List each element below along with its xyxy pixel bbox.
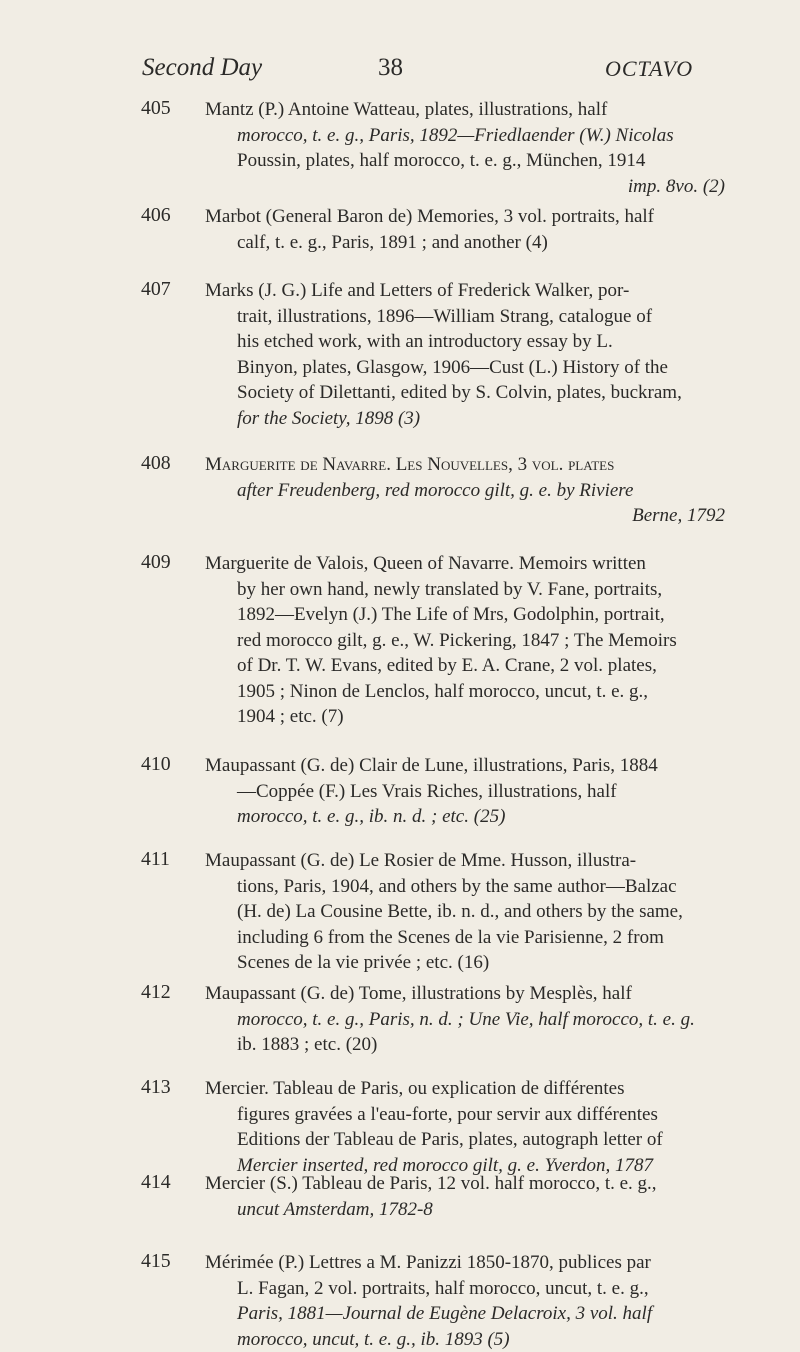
lot-line: red morocco gilt, g. e., W. Pickering, 1847 ; The Memoirs xyxy=(213,628,725,654)
lot-line: Marguerite de Navarre. Les Nouvelles, 3 vol. plates xyxy=(205,452,725,478)
lot-line: 1892—Evelyn (J.) The Life of Mrs, Godolphin, portrait, xyxy=(213,602,725,628)
lot-line: Mercier inserted, red morocco gilt, g. e. Yverdon, 1787 xyxy=(213,1153,725,1179)
lot-line: Berne, 1792 xyxy=(213,503,725,529)
lot-entry xyxy=(145,97,725,199)
lot-number: 405 xyxy=(141,97,193,120)
lot-entry xyxy=(145,1076,725,1178)
lot-line: calf, t. e. g., Paris, 1891 ; and another (4) xyxy=(213,230,725,256)
lot-number: 411 xyxy=(141,848,193,871)
lot-number: 413 xyxy=(141,1076,193,1099)
lot-entry xyxy=(145,551,725,730)
lot-line: by her own hand, newly translated by V. Fane, portraits, xyxy=(213,577,725,603)
lot-entry xyxy=(145,1171,725,1222)
page-header xyxy=(0,54,800,90)
lot-line: Paris, 1881—Journal de Eugène Delacroix, 3 vol. half xyxy=(213,1301,725,1327)
lot-line: ib. 1883 ; etc. (20) xyxy=(213,1032,725,1058)
lot-line: Mercier. Tableau de Paris, ou explication de différentes xyxy=(205,1076,725,1102)
lot-entry xyxy=(145,753,725,830)
lot-line: including 6 from the Scenes de la vie Parisienne, 2 from xyxy=(213,925,725,951)
lot-line: Maupassant (G. de) Clair de Lune, illustrations, Paris, 1884 xyxy=(205,753,725,779)
lot-line: morocco, t. e. g., ib. n. d. ; etc. (25) xyxy=(213,804,725,830)
lot-number: 410 xyxy=(141,753,193,776)
lot-line: his etched work, with an introductory essay by L. xyxy=(213,329,725,355)
lot-line: morocco, t. e. g., Paris, 1892—Friedlaender (W.) Nicolas xyxy=(213,123,725,149)
lot-line: 1904 ; etc. (7) xyxy=(213,704,725,730)
lot-number: 414 xyxy=(141,1171,193,1194)
lot-line: morocco, uncut, t. e. g., ib. 1893 (5) xyxy=(213,1327,725,1352)
lot-entry xyxy=(145,848,725,976)
lot-line: Mercier (S.) Tableau de Paris, 12 vol. half morocco, t. e. g., xyxy=(205,1171,725,1197)
lot-line: uncut Amsterdam, 1782-8 xyxy=(213,1197,725,1223)
lot-line: Marbot (General Baron de) Memories, 3 vol. portraits, half xyxy=(205,204,725,230)
lot-line: Society of Dilettanti, edited by S. Colvin, plates, buckram, xyxy=(213,380,725,406)
lot-line: Mantz (P.) Antoine Watteau, plates, illustrations, half xyxy=(205,97,725,123)
lot-number: 406 xyxy=(141,204,193,227)
lot-entry xyxy=(145,452,725,529)
lot-line: morocco, t. e. g., Paris, n. d. ; Une Vie, half morocco, t. e. g. xyxy=(213,1007,725,1033)
lot-line: trait, illustrations, 1896—William Strang, catalogue of xyxy=(213,304,725,330)
page-number: 38 xyxy=(378,54,403,82)
lot-number: 407 xyxy=(141,278,193,301)
lot-line: Mérimée (P.) Lettres a M. Panizzi 1850-1870, publices par xyxy=(205,1250,725,1276)
lot-line: Marks (J. G.) Life and Letters of Frederick Walker, por- xyxy=(205,278,725,304)
lot-number: 409 xyxy=(141,551,193,574)
header-format: OCTAVO xyxy=(605,56,693,82)
lot-line: Poussin, plates, half morocco, t. e. g., München, 1914 xyxy=(213,148,725,174)
lot-line: tions, Paris, 1904, and others by the same author—Balzac xyxy=(213,874,725,900)
lot-line: Maupassant (G. de) Tome, illustrations by Mesplès, half xyxy=(205,981,725,1007)
lot-line: after Freudenberg, red morocco gilt, g. e. by Riviere xyxy=(213,478,725,504)
lot-line: Scenes de la vie privée ; etc. (16) xyxy=(213,950,725,976)
lot-entry xyxy=(145,981,725,1058)
lot-line: L. Fagan, 2 vol. portraits, half morocco, uncut, t. e. g., xyxy=(213,1276,725,1302)
lot-line: Maupassant (G. de) Le Rosier de Mme. Husson, illustra- xyxy=(205,848,725,874)
lot-number: 415 xyxy=(141,1250,193,1273)
lot-line: Binyon, plates, Glasgow, 1906—Cust (L.) History of the xyxy=(213,355,725,381)
header-section: Second Day xyxy=(142,54,262,82)
lot-line: figures gravées a l'eau-forte, pour servir aux différentes xyxy=(213,1102,725,1128)
lot-line: of Dr. T. W. Evans, edited by E. A. Crane, 2 vol. plates, xyxy=(213,653,725,679)
lot-entry xyxy=(145,1250,725,1352)
lot-number: 408 xyxy=(141,452,193,475)
lot-line: (H. de) La Cousine Bette, ib. n. d., and others by the same, xyxy=(213,899,725,925)
lot-line: for the Society, 1898 (3) xyxy=(213,406,725,432)
lot-line: —Coppée (F.) Les Vrais Riches, illustrations, half xyxy=(213,779,725,805)
lot-number: 412 xyxy=(141,981,193,1004)
lot-line: Marguerite de Valois, Queen of Navarre. Memoirs written xyxy=(205,551,725,577)
lot-line: imp. 8vo. (2) xyxy=(213,174,725,200)
lot-line: 1905 ; Ninon de Lenclos, half morocco, uncut, t. e. g., xyxy=(213,679,725,705)
lot-entry xyxy=(145,278,725,431)
lot-line: Editions der Tableau de Paris, plates, autograph letter of xyxy=(213,1127,725,1153)
lot-entry xyxy=(145,204,725,255)
